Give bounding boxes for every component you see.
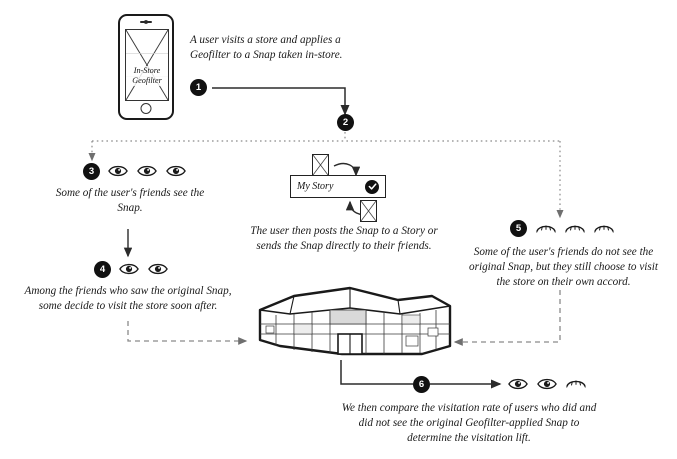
phone-screen-art [126,30,168,100]
phone-screen-label [126,66,168,86]
phone-label-line1: In-Store [133,66,161,75]
eye-open-icon [508,377,528,391]
snap-tile-bottom [360,200,377,222]
step-badge-4: 4 [94,261,111,278]
eye-closed-icon [536,222,556,236]
phone-home-button [141,103,152,114]
eyes-step-3 [108,164,186,178]
eye-open-icon [148,262,168,276]
step-badge-5: 5 [510,220,527,237]
eyes-step-5 [536,222,614,236]
eye-open-icon [137,164,157,178]
eyes-step-4 [119,262,168,276]
step-badge-2: 2 [337,114,354,131]
phone-label-line2: Geofilter [132,76,162,85]
check-icon [365,180,379,194]
snap-tile-top [312,154,329,176]
step-badge-1: 1 [190,79,207,96]
step-caption-1: A user visits a store and applies a Geofilter to a Snap taken in-store. [190,34,343,61]
step-caption-4: Among the friends who saw the original Snap, some decide to visit the store soon after. [24,285,232,312]
phone-mockup [118,14,174,120]
phone-speaker [140,21,152,23]
my-story-card[interactable] [290,175,386,198]
step-caption-6: We then compare the visitation rate of users who did and did not see the original Geofilter-applied Snap to determine the visitation lift. [341,402,597,444]
eye-open-icon [537,377,557,391]
step-caption-3: Some of the user's friends see the Snap. [55,187,205,214]
step-caption-2: The user then posts the Snap to a Story or sends the Snap directly to their friends. [250,225,438,252]
eye-closed-icon [566,377,586,391]
eyes-step-6 [508,377,586,391]
phone-screen [125,29,169,101]
eye-open-icon [166,164,186,178]
store-building [246,284,461,362]
eye-closed-icon [565,222,585,236]
eye-open-icon [119,262,139,276]
step-caption-5: Some of the user's friends do not see the original Snap, but they still choose to visit the store on their own accord. [469,246,658,288]
my-story-label: My Story [297,181,334,192]
step-badge-6: 6 [413,376,430,393]
step-badge-3: 3 [83,163,100,180]
eye-open-icon [108,164,128,178]
eye-closed-icon [594,222,614,236]
